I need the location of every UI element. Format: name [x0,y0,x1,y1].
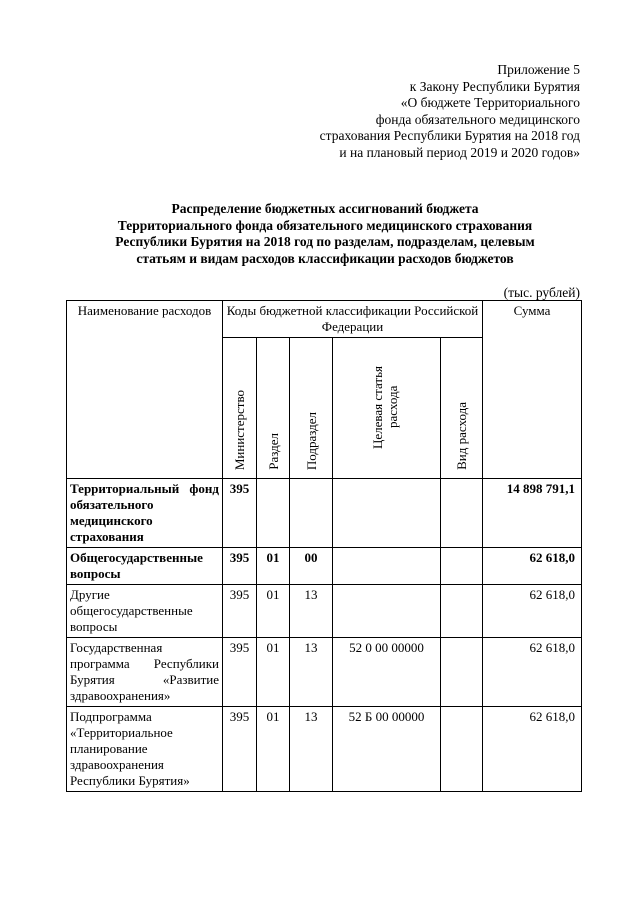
row-target [333,585,441,638]
row-target [333,548,441,585]
row-ministry: 395 [223,638,257,707]
row-name: Территориальный фонд обязательного медицинского страхования [67,479,223,548]
row-subsection [290,479,333,548]
table-row [67,585,582,638]
row-subsection: 13 [290,585,333,638]
row-name: Подпрограмма «Территориальное планирование здравоохранения Республики Бурятия» [67,707,223,792]
row-target: 52 Б 00 00000 [333,707,441,792]
row-ministry: 395 [223,707,257,792]
units-label: (тыс. рублей) [503,285,580,300]
row-name: Другие общегосударственные вопросы [67,585,223,638]
row-type [441,548,483,585]
row-name: Государственная программа Республики Бурятия «Развитие здравоохранения» [67,638,223,707]
budget-table [66,300,582,792]
table-row [67,638,582,707]
title-line: статьям и видам расходов классификации расходов бюджетов [136,250,514,266]
header-subsection-cell [290,338,333,479]
row-sum: 62 618,0 [483,707,582,792]
row-type [441,479,483,548]
header-section-cell [257,338,290,479]
header-target-article: Целевая статья расхода [369,365,400,449]
row-section: 01 [257,548,290,585]
row-sum: 62 618,0 [483,548,582,585]
row-section: 01 [257,707,290,792]
appendix-heading [250,62,580,161]
header-ministry: Министерство [232,389,247,470]
row-subsection: 13 [290,638,333,707]
header-section: Раздел [265,433,281,470]
row-ministry: 395 [223,585,257,638]
header-sum: Сумма [483,301,582,479]
title-line: Территориального фонда обязательного медицинского страхования [117,217,533,233]
table-row [67,707,582,792]
table-row [67,548,582,585]
row-sum: 62 618,0 [483,638,582,707]
header-subsection: Подраздел [303,411,319,470]
row-target [333,479,441,548]
row-sum: 62 618,0 [483,585,582,638]
header-ministry-cell [223,338,257,479]
row-type [441,638,483,707]
appendix-line: «О бюджете Территориального [400,95,580,110]
row-ministry: 395 [223,548,257,585]
appendix-line: страхования Республики Бурятия на 2018 год [319,128,580,143]
row-section: 01 [257,585,290,638]
title-line: Республики Бурятия на 2018 год по разделам, подразделам, целевым [115,234,535,249]
header-name: Наименование расходов [67,301,223,479]
title-line: Распределение бюджетных ассигнований бюджета [171,201,479,216]
header-codes: Коды бюджетной классификации Российской Федерации [223,301,483,338]
row-type [441,585,483,638]
appendix-line: и на плановый период 2019 и 2020 годов» [339,144,580,160]
document-title [70,201,580,267]
row-ministry: 395 [223,479,257,548]
header-expense-type-cell [441,338,483,479]
row-subsection: 13 [290,707,333,792]
row-subsection: 00 [290,548,333,585]
row-target: 52 0 00 00000 [333,638,441,707]
appendix-line: Приложение 5 [497,62,580,77]
header-expense-type: Вид расхода [454,402,469,470]
row-section: 01 [257,638,290,707]
row-type [441,707,483,792]
header-target-article-cell [333,338,441,479]
row-section [257,479,290,548]
row-name: Общегосударственные вопросы [67,548,223,585]
table-row [67,479,582,548]
appendix-line: к Закону Республики Бурятия [409,78,580,94]
row-sum: 14 898 791,1 [483,479,582,548]
appendix-line: фонда обязательного медицинского [375,111,580,127]
